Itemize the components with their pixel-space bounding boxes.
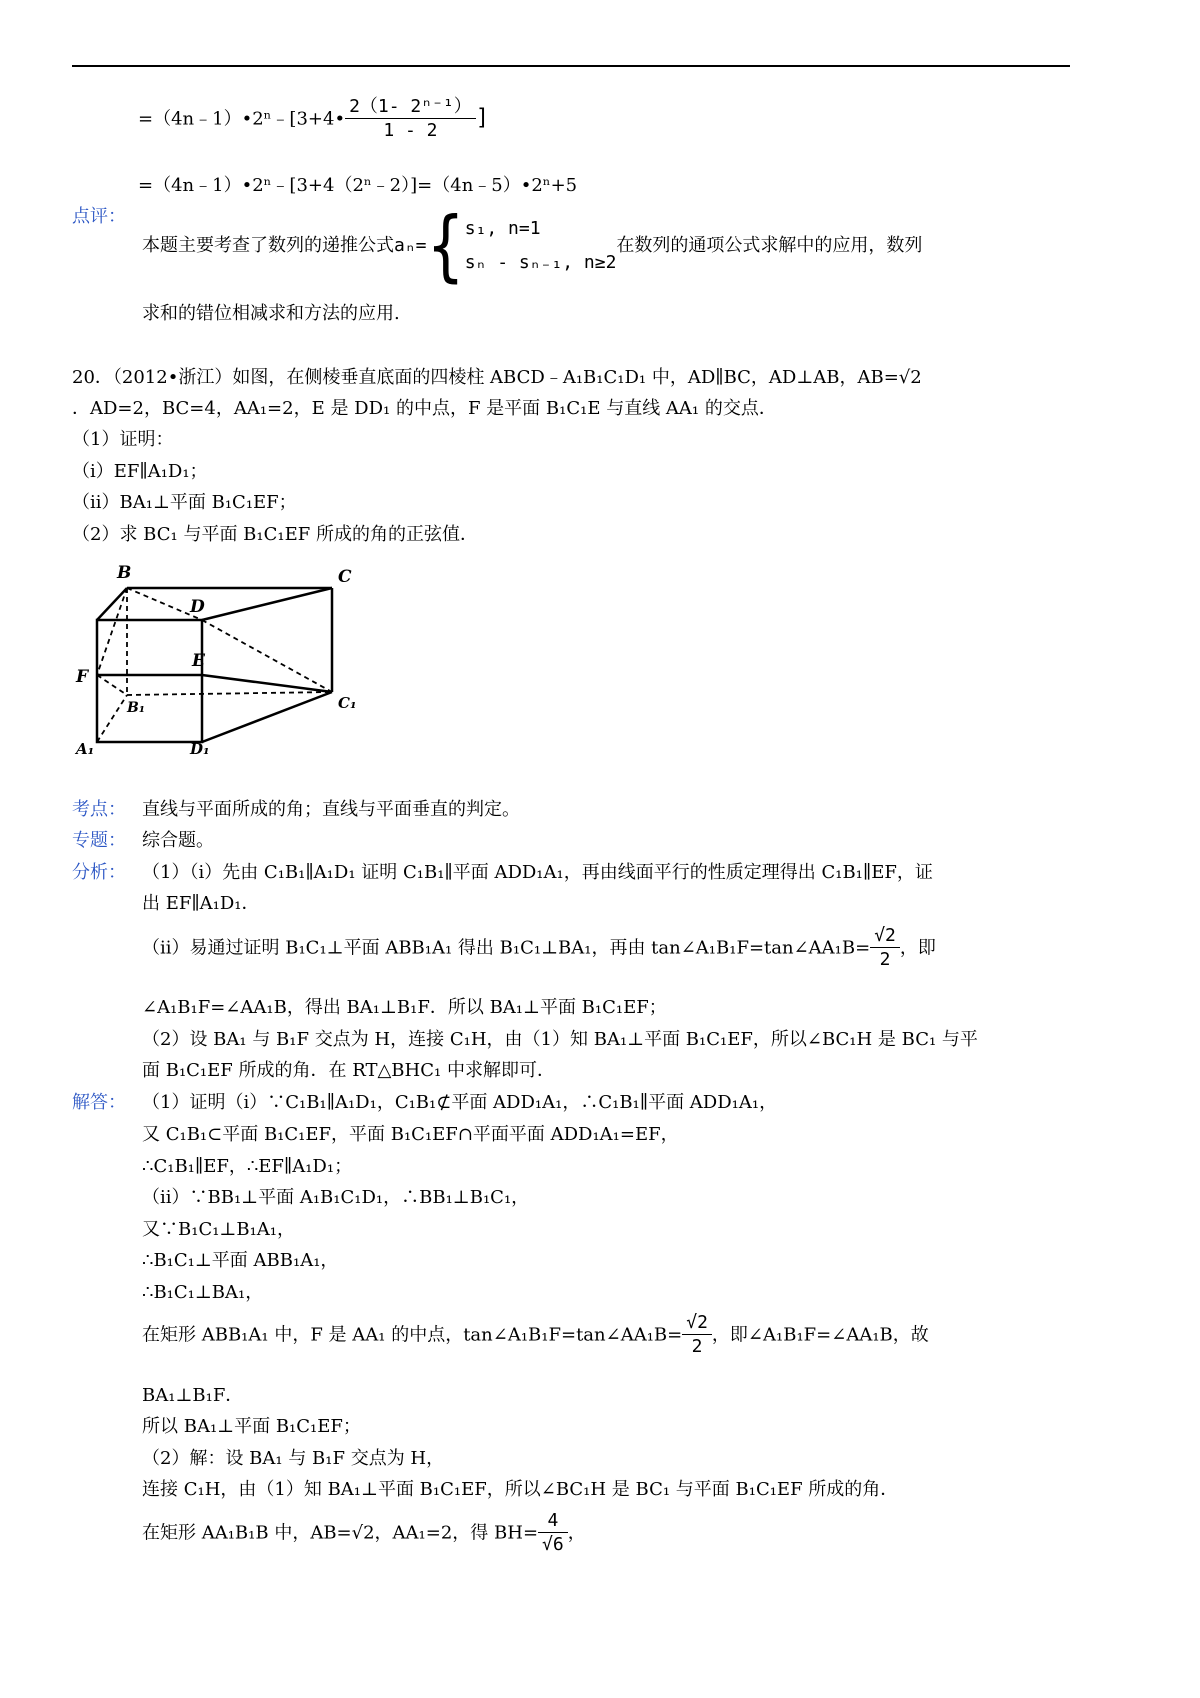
jieda-l13a: 在矩形 AA₁B₁B 中，AB=√2，AA₁=2，得 BH= (142, 1522, 539, 1544)
jieda-line-13 (142, 1510, 586, 1564)
eq1-fraction (345, 96, 476, 143)
comment-an: aₙ= (394, 235, 427, 256)
jieda-frac2-num: 4 (538, 1510, 568, 1533)
comment-text-2: 在数列的通项公式求解中的应用，数列 (616, 235, 923, 256)
jieda-fraction-1 (682, 1312, 712, 1359)
problem-line-1: 20．（2012•浙江）如图，在侧棱垂直底面的四棱柱 ABCD﹣A₁B₁C₁D₁ 中，AD∥BC，AD⊥AB，AB=√2 (72, 367, 922, 388)
zhuanti-label: 专题： (72, 830, 126, 851)
label-D: D (190, 597, 205, 617)
jieda-line-4: （ii）∵BB₁⊥平面 A₁B₁C₁D₁，∴BB₁⊥B₁C₁， (142, 1187, 530, 1208)
jieda-l8a: 在矩形 ABB₁A₁ 中，F 是 AA₁ 的中点，tan∠A₁B₁F=tan∠AA₁B= (142, 1324, 683, 1346)
problem-line-3: （1）证明： (72, 429, 174, 450)
fenxi-line-4: ∠A₁B₁F=∠AA₁B，得出 BA₁⊥B₁F．所以 BA₁⊥平面 B₁C₁EF； (142, 997, 667, 1018)
label-C: C (338, 567, 352, 587)
case-1: s₁, n=1 (464, 218, 541, 239)
eq1-frac-num: 2（1- 2ⁿ⁻¹） (345, 96, 476, 119)
jieda-frac1-num: √2 (682, 1312, 712, 1335)
jieda-line-3: ∴C₁B₁∥EF，∴EF∥A₁D₁； (142, 1156, 353, 1177)
jieda-line-5: 又∵B₁C₁⊥B₁A₁， (142, 1219, 296, 1240)
problem-line-4: （i）EF∥A₁D₁； (72, 461, 208, 482)
comment-line-2: 求和的错位相减求和方法的应用. (142, 303, 400, 324)
header-rule (72, 65, 1070, 67)
kaodian-text: 直线与平面所成的角；直线与平面垂直的判定。 (142, 799, 520, 820)
fenxi-frac-den: 2 (879, 949, 891, 970)
jieda-line-2: 又 C₁B₁⊂平面 B₁C₁EF，平面 B₁C₁EF∩平面平面 ADD₁A₁=EF， (142, 1124, 679, 1145)
jieda-l8b: ，即∠A₁B₁F=∠AA₁B，故 (711, 1324, 929, 1346)
jieda-l13b: ， (567, 1522, 586, 1544)
jieda-line-8 (142, 1312, 929, 1366)
front-face (97, 620, 202, 742)
label-B: B (117, 563, 132, 583)
jieda-line-10: 所以 BA₁⊥平面 B₁C₁EF； (142, 1416, 361, 1437)
jieda-line-6: ∴B₁C₁⊥平面 ABB₁A₁， (142, 1250, 339, 1271)
equation-line-2: =（4n﹣1）•2ⁿ﹣[3+4（2ⁿ﹣2）]=（4n﹣5）•2ⁿ+5 (138, 175, 578, 196)
jieda-line-7: ∴B₁C₁⊥BA₁， (142, 1282, 264, 1303)
comment-label: 点评： (72, 206, 126, 227)
fenxi-line-5: （2）设 BA₁ 与 B₁F 交点为 H，连接 C₁H，由（1）知 BA₁⊥平面 B₁C₁EF，所以∠BC₁H 是 BC₁ 与平 (142, 1029, 978, 1050)
fenxi-line-6: 面 B₁C₁EF 所成的角．在 RT△BHC₁ 中求解即可． (142, 1060, 555, 1081)
jieda-line-12: 连接 C₁H，由（1）知 BA₁⊥平面 B₁C₁EF，所以∠BC₁H 是 BC₁ 与平面 B₁C₁EF 所成的角． (142, 1479, 899, 1500)
label-C1: C₁ (338, 694, 357, 712)
fenxi-frac-num: √2 (870, 925, 900, 948)
zhuanti-text: 综合题。 (142, 830, 214, 851)
label-E: E (192, 651, 205, 671)
fenxi-label: 分析： (72, 862, 126, 883)
fenxi-line-2: 出 EF∥A₁D₁． (142, 893, 260, 914)
problem-line-5: （ii）BA₁⊥平面 B₁C₁EF； (72, 492, 297, 513)
label-F: F (76, 667, 89, 687)
fenxi-line-3 (142, 925, 936, 979)
label-D1: D₁ (190, 740, 210, 755)
jieda-line-11: （2）解：设 BA₁ 与 B₁F 交点为 H， (142, 1448, 445, 1469)
label-A1: A₁ (76, 740, 95, 755)
comment-text-1: 本题主要考查了数列的递推公式 (142, 235, 394, 256)
fenxi-l3a: （ii）易通过证明 B₁C₁⊥平面 ABB₁A₁ 得出 B₁C₁⊥BA₁，再由 tan∠A₁B₁F=tan∠AA₁B= (142, 937, 871, 959)
fenxi-line-1: （1）（i）先由 C₁B₁∥A₁D₁ 证明 C₁B₁∥平面 ADD₁A₁，再由线面平行的性质定理得出 C₁B₁∥EF，证 (142, 862, 933, 883)
jieda-line-1: （1）证明（i）∵C₁B₁∥A₁D₁，C₁B₁⊄平面 ADD₁A₁，∴C₁B₁∥平面 ADD₁A₁， (142, 1092, 778, 1113)
problem-line-2: ．AD=2，BC=4，AA₁=2，E 是 DD₁ 的中点，F 是平面 B₁C₁E 与直线 AA₁ 的交点． (72, 398, 777, 419)
jieda-frac1-den: 2 (691, 1336, 703, 1357)
kaodian-label: 考点： (72, 799, 126, 820)
comment-line-1 (142, 200, 923, 292)
prism-figure (72, 560, 362, 755)
eq1-frac-den: 1 - 2 (383, 120, 438, 141)
label-B1: B₁ (127, 700, 145, 716)
jieda-label: 解答： (72, 1092, 126, 1113)
equation-line-1 (138, 96, 489, 143)
case-2: sₙ - sₙ₋₁, n≥2 (464, 252, 617, 273)
eq1-suffix: ] (475, 105, 490, 131)
jieda-frac2-den: √6 (542, 1534, 564, 1555)
problem-line-6: （2）求 BC₁ 与平面 B₁C₁EF 所成的角的正弦值． (72, 524, 478, 545)
fenxi-fraction (870, 925, 900, 972)
jieda-fraction-2 (538, 1510, 568, 1557)
left-brace: { (426, 200, 465, 292)
fenxi-l3b: ，即 (899, 937, 936, 959)
piecewise-cases (465, 212, 617, 280)
eq1-prefix: =（4n﹣1）•2ⁿ﹣[3+4• (138, 108, 346, 130)
jieda-line-9: BA₁⊥B₁F． (142, 1385, 244, 1406)
